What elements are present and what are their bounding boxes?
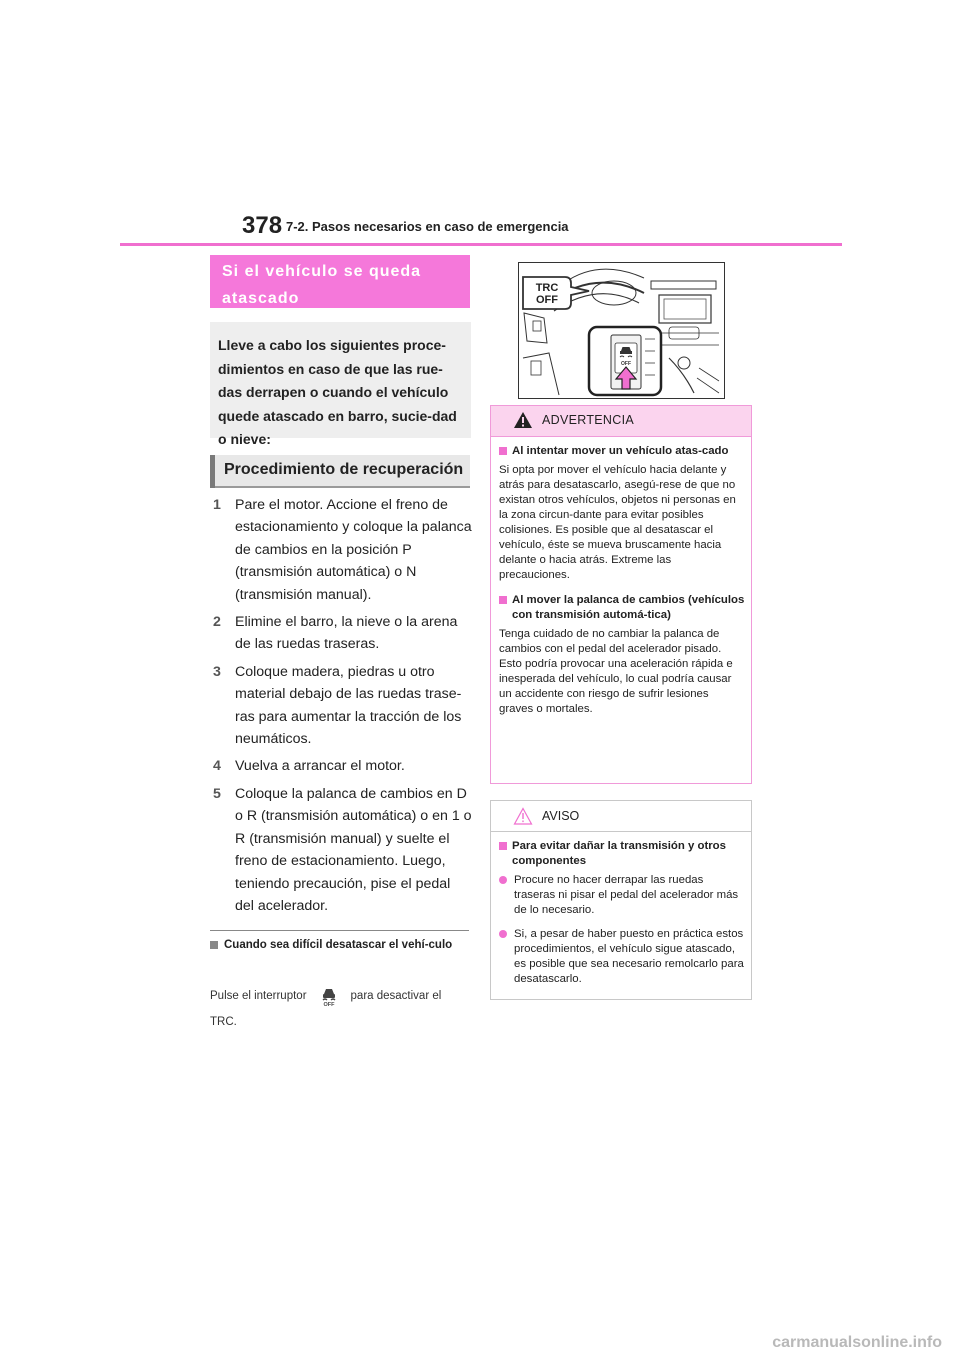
- trc-off-icon: [317, 985, 341, 1007]
- procedure-title: Procedimiento de recuperación: [224, 461, 464, 478]
- step-item: [210, 783, 472, 917]
- step-text: Coloque la palanca de cambios en D o R (transmisión automática) o en 1 o R (transmisión manual) y suelte el freno de estacionamiento. Luego, teniendo precaución, pise el pedal del acelerador.: [235, 785, 472, 914]
- step-number: 4: [213, 758, 221, 775]
- notice-header: [491, 801, 751, 832]
- warning-body-1: Si opta por mover el vehículo hacia delante y atrás para desatascarlo, asegú-rese de que no existan otros vehículos, objetos ni personas en la zona circun-dante para evitar posibles colisiones. Es posible que al desatascar el vehículo, éste se mueva bruscamente hacia delante o hacia atrás. Extreme las precauciones.: [499, 464, 736, 581]
- intro-box: [210, 322, 471, 447]
- step-item: [210, 755, 472, 777]
- section-title: 7-2. Pasos necesarios en caso de emergencia: [286, 219, 569, 234]
- procedure-header: [210, 455, 470, 488]
- notice-title: AVISO: [542, 809, 580, 823]
- step-text: Coloque madera, piedras u otro material debajo de las ruedas trase-ras para aumentar la tracción de los neumáticos.: [235, 663, 462, 748]
- step-item: [210, 611, 472, 656]
- note-square-icon: [210, 941, 218, 949]
- notice-heading: [499, 839, 745, 869]
- warning-body-2a: Tenga cuidado de no cambiar la palanca de cambios con el pedal del acelerador pisado.: [499, 628, 722, 655]
- pink-square-icon: [499, 596, 507, 604]
- intro-text: Lleve a cabo los siguientes proce-dimientos en caso de que las rue-das derrapen o cuando el vehículo quede atascado en barro, sucie-dad o nieve:: [218, 337, 457, 447]
- warning-box: [490, 405, 752, 784]
- notice-bullet-text: Procure no hacer derrapar las ruedas traseras ni pisar el pedal del acelerador más de lo necesario.: [514, 874, 739, 916]
- step-number: 3: [213, 663, 221, 680]
- step-number: 2: [213, 614, 221, 631]
- note-divider: [210, 930, 469, 931]
- pink-square-icon: [499, 842, 507, 850]
- watermark: carmanualsonline.info: [772, 1334, 942, 1351]
- note-body: [210, 983, 472, 1035]
- warning-content: [499, 444, 745, 727]
- svg-text:OFF: OFF: [323, 1002, 335, 1007]
- note-text-before: Pulse el interruptor: [210, 990, 307, 1002]
- dashboard-drawing: [519, 263, 724, 398]
- header-rule: [120, 243, 842, 246]
- step-text: Vuelva a arrancar el motor.: [235, 758, 405, 775]
- banner-line-1: Si el vehículo se queda: [222, 263, 422, 280]
- warning-heading-2-text: Al mover la palanca de cambios (vehículos con transmisión automá-tica): [512, 594, 745, 621]
- warning-body-2b: Esto podría provocar una aceleración rápida e inesperada del vehículo, lo cual podría causar un accidente con riesgo de sufrir lesiones graves o mortales.: [499, 658, 733, 715]
- callout-line-2: OFF: [536, 294, 558, 306]
- notice-triangle-icon: [513, 807, 533, 825]
- step-number: 1: [213, 497, 221, 513]
- button-label: OFF: [621, 361, 631, 367]
- steps-list: [210, 494, 472, 922]
- notice-box: [490, 800, 752, 1000]
- note-title: Cuando sea difícil desatascar el vehí-culo: [224, 939, 453, 951]
- warning-triangle-icon: [513, 411, 533, 429]
- pink-dot-icon: [499, 876, 507, 884]
- warning-heading-1: [499, 444, 745, 459]
- warning-title: ADVERTENCIA: [542, 413, 634, 427]
- callout-line-1: TRC: [535, 282, 559, 294]
- note-text-end: TRC.: [210, 1016, 237, 1028]
- note-text-after: para desactivar el: [350, 990, 442, 1002]
- note-heading: [210, 938, 470, 952]
- page-number: 378: [242, 212, 283, 239]
- procedure-header-bar: [210, 455, 215, 488]
- notice-heading-text: Para evitar dañar la transmisión y otros componentes: [512, 840, 726, 867]
- dashboard-illustration: [518, 262, 725, 399]
- notice-bullet: [499, 873, 745, 918]
- notice-bullet: [499, 927, 745, 987]
- banner-line-2: atascado: [222, 290, 300, 307]
- topic-banner: [210, 255, 470, 308]
- step-text: Pare el motor. Accione el freno de estacionamiento y coloque la palanca de cambios en la posición P (transmisión automática) o N (transmisión manual).: [235, 497, 472, 603]
- notice-bullet-text: Si, a pesar de haber puesto en práctica estos procedimientos, el vehículo sigue atascado, es posible que sea necesario remolcarlo para desatascarlo.: [514, 928, 744, 985]
- warning-heading-2: [499, 593, 745, 623]
- pink-square-icon: [499, 447, 507, 455]
- step-text: Elimine el barro, la nieve o la arena de las ruedas traseras.: [235, 614, 458, 653]
- step-number: 5: [213, 785, 221, 802]
- warning-heading-1-text: Al intentar mover un vehículo atas-cado: [512, 445, 729, 457]
- notice-content: [499, 839, 745, 996]
- step-item: [210, 661, 472, 751]
- pink-dot-icon: [499, 930, 507, 938]
- step-item: [210, 494, 472, 606]
- warning-header: [491, 406, 751, 437]
